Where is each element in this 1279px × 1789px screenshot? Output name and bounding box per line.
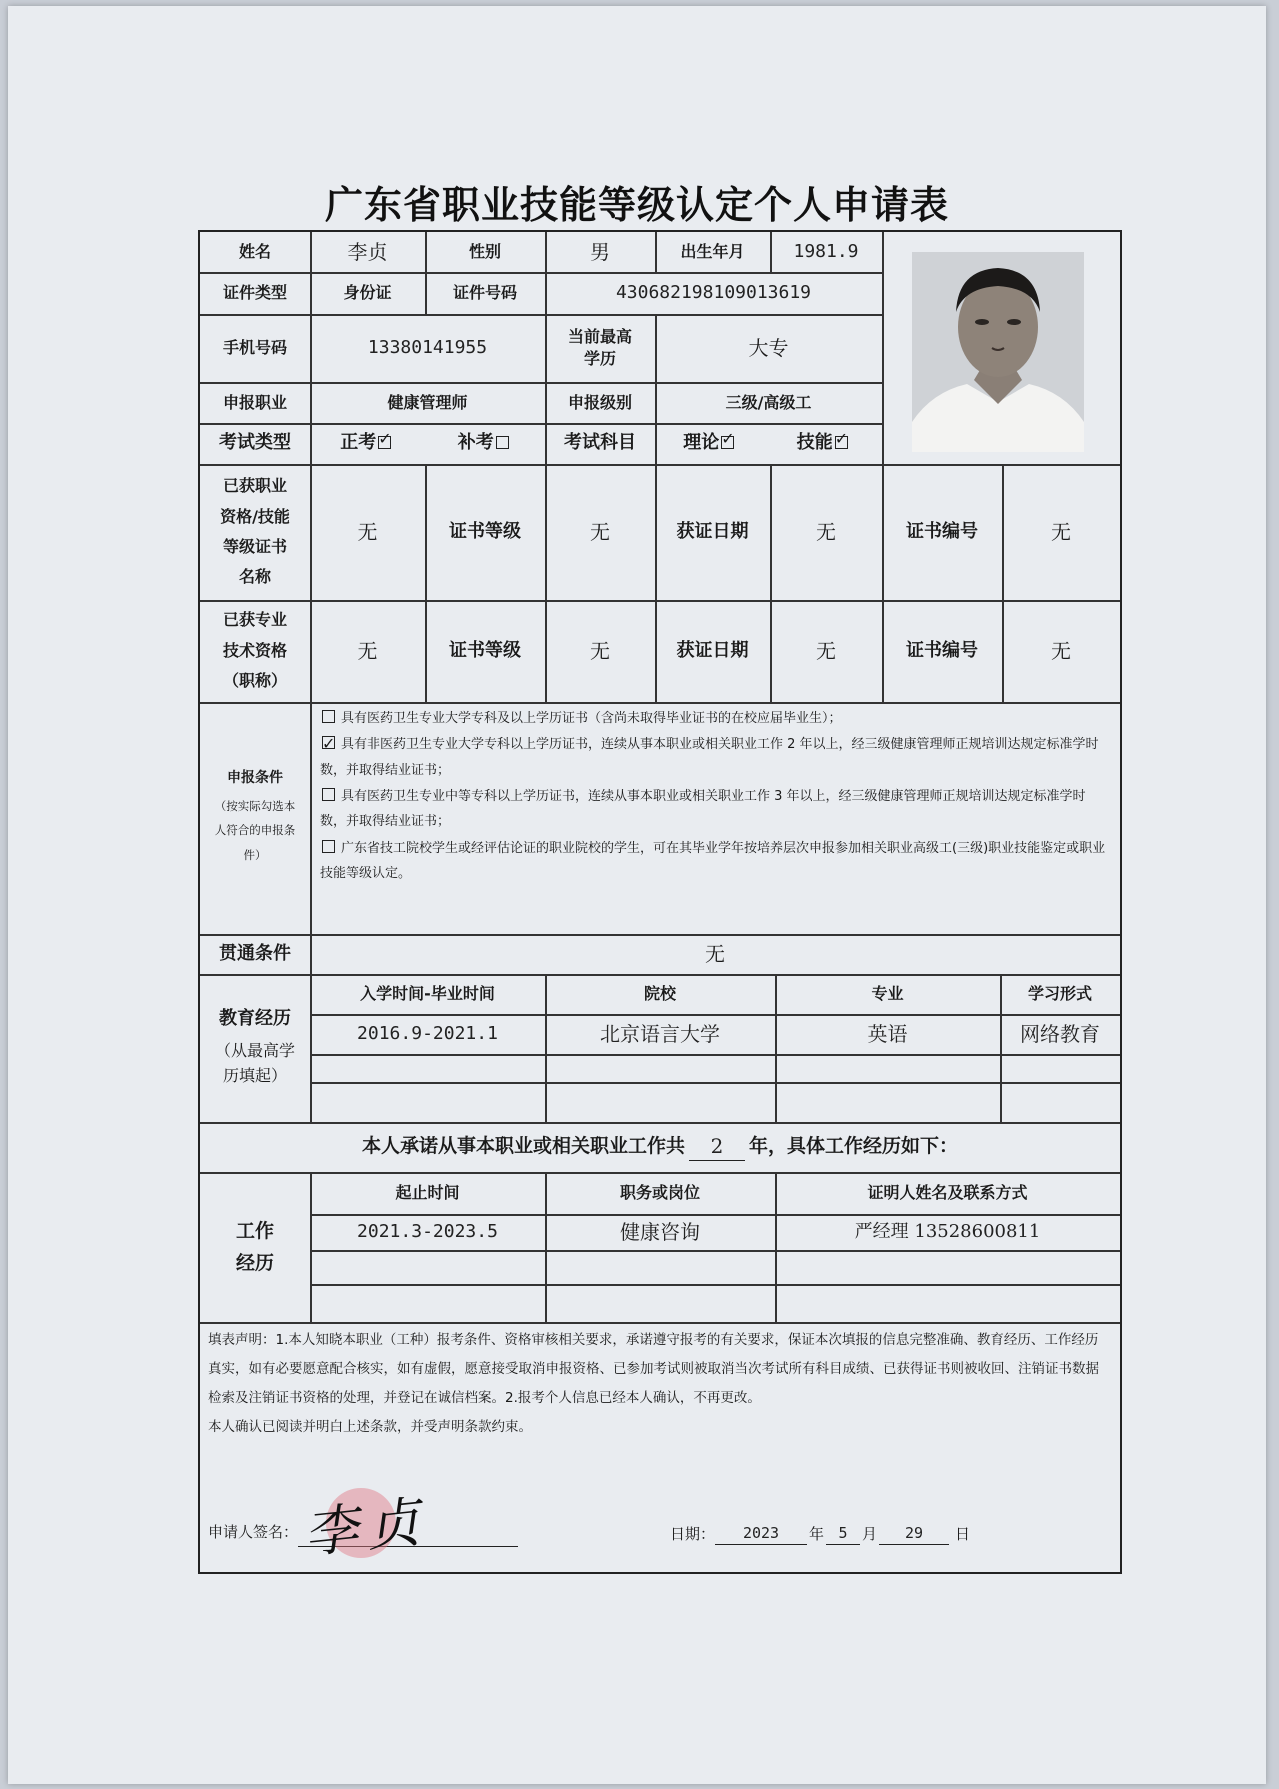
condition-checkbox-2[interactable] — [322, 736, 335, 749]
application-sheet — [8, 6, 1266, 1784]
cert-date-label-2: 获证日期 — [676, 639, 749, 661]
date-day: 29 — [879, 1523, 949, 1544]
exam-theory-option[interactable]: 理论✓ — [683, 431, 740, 455]
job-label: 申报职业 — [222, 392, 287, 412]
cert-name-2: 无 — [357, 638, 378, 663]
edu-row-mode: 网络教育 — [1020, 1021, 1100, 1046]
edu-header-period: 入学时间-毕业时间 — [360, 984, 495, 1004]
cert-date-2: 无 — [816, 638, 836, 663]
job-value: 健康管理师 — [387, 392, 468, 412]
conditions-label: 申报条件 （按实际勾选本人符合的申报条件） — [214, 770, 296, 862]
cert-grade-label-2: 证书等级 — [449, 639, 521, 661]
exam-normal-option[interactable]: 正考✓ — [340, 431, 397, 455]
level-value: 三级/高级工 — [725, 392, 812, 412]
exam-makeup-checkbox[interactable] — [496, 436, 509, 449]
edu-value: 大专 — [748, 335, 789, 360]
signature-area — [208, 1489, 558, 1565]
exam-skill-option[interactable]: 技能✓ — [797, 431, 854, 455]
applicant-photo — [912, 252, 1084, 452]
work-row-position: 健康咨询 — [620, 1219, 700, 1244]
birth-label: 出生年月 — [680, 242, 745, 262]
edu-header-major: 专业 — [871, 984, 904, 1004]
cert-date-label-1: 获证日期 — [676, 520, 749, 542]
signature: 李贞 — [300, 1489, 431, 1565]
work-header-position: 职务或岗位 — [619, 1183, 700, 1203]
cert-name-1: 无 — [357, 519, 378, 544]
signature-field[interactable] — [298, 1489, 518, 1565]
cert-grade-2: 无 — [590, 638, 610, 663]
application-form — [198, 230, 1122, 1574]
exam-subject-options — [655, 423, 882, 464]
work-header-reference: 证明人姓名及联系方式 — [867, 1183, 1028, 1203]
gender-label: 性别 — [468, 242, 501, 262]
gender-value: 男 — [590, 239, 610, 264]
exam-theory-checkbox[interactable] — [721, 436, 734, 449]
condition-item-2[interactable]: ✓具有非医药卫生专业大学专科以上学历证书，连续从事本职业或相关职业工作 2 年以上，经三级健康管理师正规培训达规定标准学时数，并取得结业证书； — [320, 732, 1110, 783]
edu-header-mode: 学习形式 — [1027, 984, 1092, 1004]
condition-checkbox-4[interactable] — [322, 840, 335, 853]
idno-label: 证件号码 — [452, 283, 517, 303]
date-year: 2023 — [715, 1523, 807, 1544]
condition-checkbox-3[interactable] — [322, 788, 335, 801]
exam-type-label: 考试类型 — [219, 432, 291, 454]
cert-no-label-2: 证书编号 — [906, 639, 978, 661]
condition-item-4[interactable]: 广东省技工院校学生或经评估论证的职业院校的学生，可在其毕业学年按培养层次申报参加相关职业高级工(三级)职业技能鉴定或职业技能等级认定。 — [320, 840, 1106, 882]
phone-value: 13380141955 — [367, 336, 488, 358]
cert-no-1: 无 — [1051, 519, 1071, 544]
commitment-years: 2 — [689, 1133, 745, 1161]
cert-grade-1: 无 — [590, 519, 610, 544]
cert-no-2: 无 — [1051, 638, 1071, 663]
date-label: 日期： — [670, 1524, 716, 1543]
birth-value: 1981.9 — [793, 240, 859, 262]
condition-checkbox-1[interactable] — [322, 710, 335, 723]
phone-label: 手机号码 — [222, 338, 287, 358]
exam-normal-checkbox[interactable] — [378, 436, 391, 449]
through-label: 贯通条件 — [219, 942, 291, 964]
date-area: 日期： 2023 年 5 月 29 日 — [670, 1524, 971, 1543]
declaration-text: 填表声明：1.本人知晓本职业（工种）报考条件、资格审核相关要求，承诺遵守报考的有关要求，保证本次填报的信息完整准确、教育经历、工作经历真实，如有必要愿意配合核实，如有虚假，愿意接受取消申报资格、已参加考试则被取消当次考试所有科目成绩、已获得证书则被收回、注销证书数据检索及注销证书资格的处理，并登记在诚信档案。2.报考个人信息已经本人确认，不再更改。 — [208, 1332, 1099, 1407]
education-label: 教育经历 （从最高学历填起） — [214, 1008, 295, 1086]
exam-type-options — [310, 423, 545, 464]
commitment-line: 本人承诺从事本职业或相关职业工作共 2 年，具体工作经历如下： — [200, 1122, 1120, 1172]
edu-row-school: 北京语言大学 — [600, 1021, 720, 1046]
page-title: 广东省职业技能等级认定个人申请表 — [324, 182, 949, 227]
name-label: 姓名 — [238, 242, 271, 262]
work-row-reference: 严经理 13528600811 — [854, 1220, 1041, 1242]
name-value: 李贞 — [347, 239, 388, 264]
edu-row-period: 2016.9-2021.1 — [357, 1022, 498, 1044]
through-value: 无 — [705, 941, 725, 966]
edu-label: 当前最高学历 — [567, 327, 632, 368]
cert-no-label-1: 证书编号 — [906, 520, 978, 542]
level-label: 申报级别 — [567, 392, 632, 412]
condition-item-3[interactable]: 具有医药卫生专业中等专科以上学历证书，连续从事本职业或相关职业工作 3 年以上，经三级健康管理师正规培训达规定标准学时数，并取得结业证书； — [320, 789, 1086, 830]
cert-grade-label-1: 证书等级 — [449, 520, 521, 542]
idtype-value: 身份证 — [343, 283, 392, 303]
declaration-confirm: 本人确认已阅读并明白上述条款，并受声明条款约束。 — [208, 1419, 532, 1436]
cert-date-1: 无 — [816, 519, 836, 544]
cert-label-1: 已获职业资格/技能等级证书名称 — [220, 476, 290, 587]
exam-skill-checkbox[interactable] — [835, 436, 848, 449]
declaration — [208, 1326, 1108, 1442]
work-row-period: 2021.3-2023.5 — [357, 1220, 498, 1242]
exam-subject-label: 考试科目 — [564, 432, 636, 454]
signature-label: 申请人签名： — [208, 1522, 299, 1541]
edu-row-major: 英语 — [867, 1021, 908, 1046]
conditions-list — [320, 706, 1110, 887]
idno-value: 430682198109013619 — [615, 281, 812, 303]
cert-label-2: 已获专业技术资格（职称） — [222, 610, 287, 691]
date-month: 5 — [826, 1523, 860, 1544]
edu-header-school: 院校 — [643, 984, 676, 1004]
exam-makeup-option[interactable]: 补考 — [458, 431, 515, 455]
work-label: 工作经历 — [235, 1219, 274, 1274]
work-header-period: 起止时间 — [395, 1183, 460, 1203]
idtype-label: 证件类型 — [222, 283, 287, 303]
condition-item-1[interactable]: 具有医药卫生专业大学专科及以上学历证书（含尚未取得毕业证书的在校应届毕业生）； — [320, 706, 1110, 731]
